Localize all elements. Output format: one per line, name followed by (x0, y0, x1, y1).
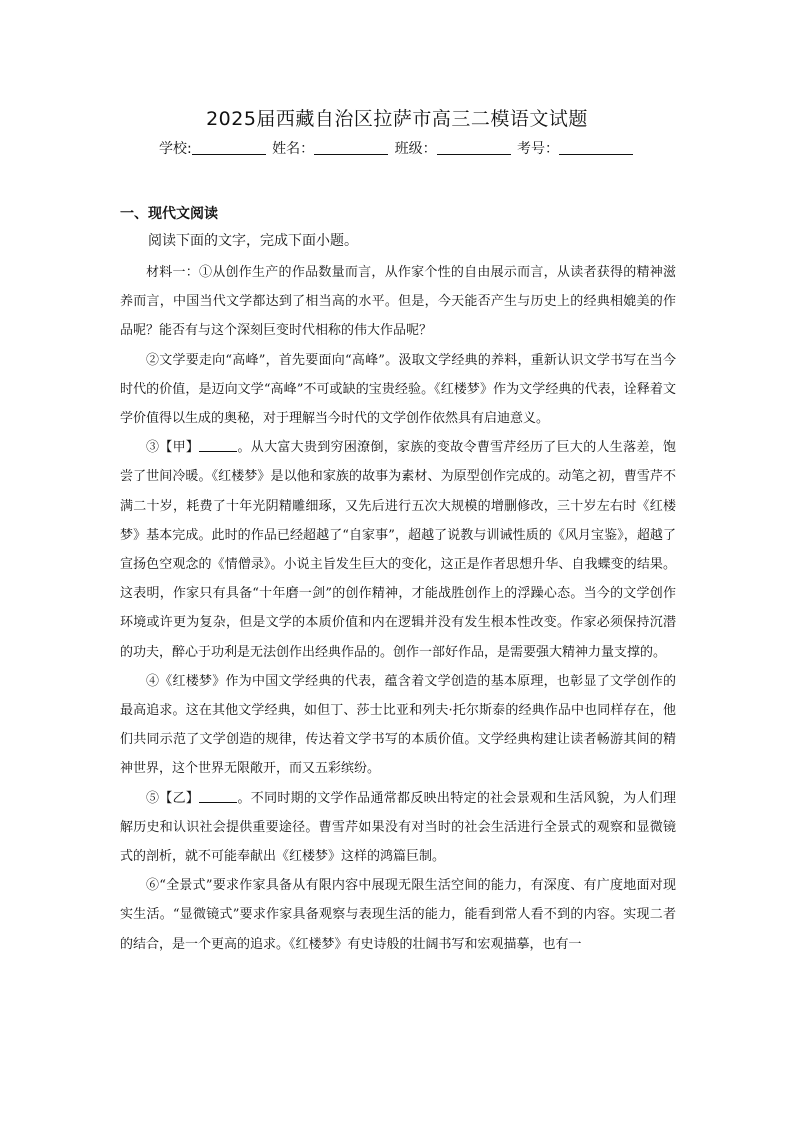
paragraph-5-text: 。不同时期的文学作品通常都反映出特定的社会景观和生活风貌，为人们理解历史和认识社会提供重要途径。曹雪芹如果没有对当时的社会生活进行全景式的观察和显微镜式的剖析，就不可能奉献出《红楼梦》这样的鸿篇巨制。 (120, 790, 676, 865)
name-blank[interactable] (314, 140, 388, 155)
class-label: 班级： (394, 141, 437, 157)
exam-number-label: 考号： (517, 141, 560, 157)
section-instruction: 阅读下面的文字，完成下面小题。 (148, 233, 358, 249)
paragraph-3 (120, 433, 676, 667)
class-blank[interactable] (437, 140, 511, 155)
paragraph-1: 材料一：①从创作生产的作品数量而言，从作家个性的自由展示而言，从读者获得的精神滋养而言，中国当代文学都达到了相当高的水平。但是，今天能否产生与历史上的经典相媲美的作品呢？能否有与这个深刻巨变时代相称的伟大作品呢？ (120, 265, 676, 339)
name-label: 姓名： (272, 141, 315, 157)
paragraph-3-marker: ③【甲】 (146, 440, 200, 456)
exam-number-blank[interactable] (559, 140, 633, 155)
blank-yi[interactable] (199, 790, 237, 803)
section-heading: 一、现代文阅读 (120, 206, 218, 222)
school-label: 学校: (158, 141, 192, 157)
paragraph-6: ⑥“全景式”要求作家具备从有限内容中展现无限生活空间的能力，有深度、有广度地面对现实生活。“显微镜式”要求作家具备观察与表现生活的能力，能看到常人看不到的内容。实现二者的结合，是一个更高的追求。《红楼梦》有史诗般的壮阔书写和宏观描摹，也有一 (120, 878, 676, 952)
paragraph-3-text: 。从大富大贵到穷困潦倒，家族的变故令曹雪芹经历了巨大的人生落差，饱尝了世间冷暖。《红楼梦》是以他和家族的故事为素材、为原型创作完成的。动笔之初，曹雪芹不满二十岁，耗费了十年光阴精雕细琢，又先后进行五次大规模的增删修改，三十岁左右时《红楼梦》基本完成。此时的作品已经超越了“自家事”，超越了说教与训诫性质的《风月宝鉴》，超越了宣扬色空观念的《情僧录》。小说主旨发生巨大的变化，这正是作者思想升华、自我蝶变的结果。这表明，作家只有具备“十年磨一剑”的创作精神，才能战胜创作上的浮躁心态。当今的文学创作环境或许更为复杂，但是文学的本质价值和内在逻辑并没有发生根本性改变。作家必须保持沉潜的功夫，醉心于功利是无法创作出经典作品的。创作一部好作品，是需要强大精神力量支撑的。 (120, 440, 676, 660)
exam-title: 2025届西藏自治区拉萨市高三二模语文试题 (206, 108, 588, 130)
student-info-line (0, 138, 794, 158)
paragraph-5-marker: ⑤【乙】 (146, 790, 200, 806)
paragraph-4: ④《红楼梦》作为中国文学经典的代表，蕴含着文学创造的基本原理，也彰显了文学创作的最高追求。这在其他文学经典，如但丁、莎士比亚和列夫·托尔斯泰的经典作品中也同样存在，他们共同示范了文学创造的规律，传达着文学书写的本质价值。文学经典构建让读者畅游其间的精神世界，这个世界无限敞开，而又五彩缤纷。 (120, 673, 676, 777)
reading-passage (120, 258, 676, 959)
school-blank[interactable] (192, 140, 266, 155)
blank-jia[interactable] (199, 439, 237, 452)
paragraph-2: ②文学要走向“高峰”，首先要面向“高峰”。汲取文学经典的养料，重新认识文学书写在当今时代的价值，是迈向文学“高峰”不可或缺的宝贵经验。《红楼梦》作为文学经典的代表，诠释着文学价值得以生成的奥秘，对于理解当今时代的文学创作依然具有启迪意义。 (120, 352, 676, 427)
paragraph-5 (120, 784, 676, 872)
